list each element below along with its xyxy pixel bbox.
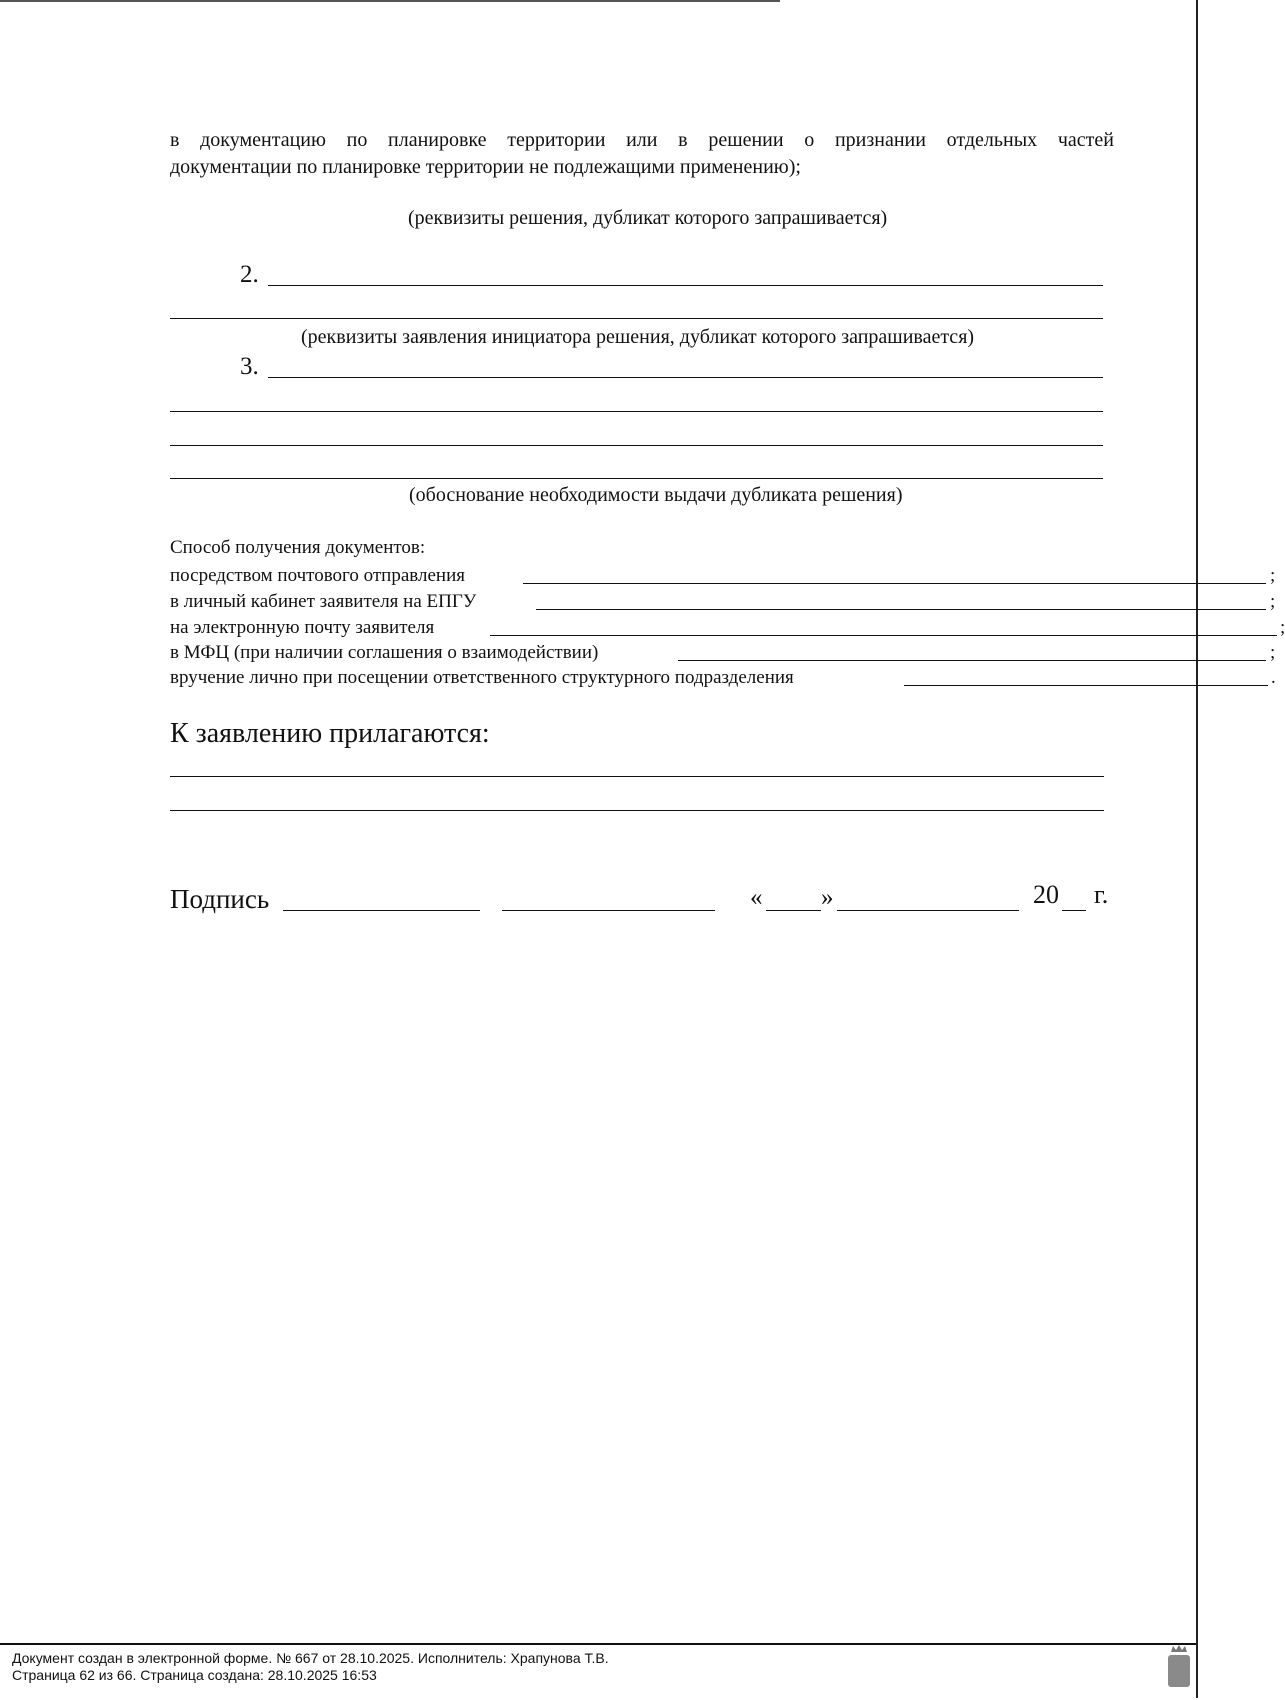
intro-line-1: в документацию по планировке территории или в решении о признании отдельных частей bbox=[170, 129, 1114, 151]
date-quote-open: « bbox=[750, 884, 763, 911]
delivery-option-punct: ; bbox=[1280, 617, 1285, 638]
delivery-option-label: посредством почтового отправления bbox=[170, 565, 465, 586]
item-3-line-4 bbox=[170, 478, 1103, 479]
footer-line-1: Документ создан в электронной форме. № 667 от 28.10.2025. Исполнитель: Храпунова Т.В. bbox=[12, 1650, 609, 1666]
date-month-blank bbox=[837, 910, 1019, 911]
delivery-option-punct: ; bbox=[1270, 591, 1276, 612]
item-2-line bbox=[268, 285, 1103, 286]
delivery-option-blank bbox=[904, 685, 1268, 686]
year-prefix: 20 bbox=[1033, 880, 1059, 909]
delivery-option-blank bbox=[678, 660, 1266, 661]
delivery-option-blank bbox=[490, 635, 1277, 636]
signature-name-blank bbox=[502, 910, 715, 911]
signature-blank bbox=[283, 910, 480, 911]
date-day-blank bbox=[766, 910, 821, 911]
delivery-option-in-person bbox=[170, 665, 1276, 691]
delivery-option-punct: ; bbox=[1270, 642, 1276, 663]
delivery-option-label: вручение лично при посещении ответственного структурного подразделения bbox=[170, 667, 794, 688]
delivery-option-blank bbox=[523, 583, 1266, 584]
item-3-number: 3. bbox=[240, 353, 259, 380]
delivery-option-post bbox=[170, 563, 1276, 589]
intro-line-2: документации по планировке территории не подлежащими применению); bbox=[170, 156, 801, 178]
scan-right-edge bbox=[1196, 0, 1198, 1698]
crest-crown-icon bbox=[1170, 1645, 1188, 1653]
year-blank bbox=[1062, 910, 1086, 911]
electronic-document-footer bbox=[0, 1643, 1196, 1700]
item-2-line-2 bbox=[170, 318, 1103, 319]
attachments-line-2 bbox=[170, 810, 1104, 811]
delivery-option-label: на электронную почту заявителя bbox=[170, 617, 435, 638]
item-2-number: 2. bbox=[240, 261, 259, 288]
scan-top-edge bbox=[0, 0, 780, 2]
justification-caption: (обоснование необходимости выдачи дубликата решения) bbox=[409, 484, 903, 506]
application-details-caption: (реквизиты заявления инициатора решения, дубликат которого запрашивается) bbox=[301, 326, 975, 348]
footer-line-2: Страница 62 из 66. Страница создана: 28.10.2025 16:53 bbox=[12, 1667, 377, 1683]
year-suffix: г. bbox=[1094, 880, 1109, 909]
delivery-option-blank bbox=[536, 609, 1266, 610]
date-quote-close: » bbox=[821, 884, 834, 911]
item-3-line-2 bbox=[170, 411, 1103, 412]
coat-of-arms-icon bbox=[1168, 1655, 1190, 1687]
intro-paragraph bbox=[170, 127, 1114, 181]
attachments-heading: К заявлению прилагаются: bbox=[170, 718, 490, 749]
delivery-option-epgu bbox=[170, 589, 1276, 615]
delivery-option-punct: ; bbox=[1270, 565, 1276, 586]
delivery-option-mfc bbox=[170, 640, 1276, 666]
delivery-option-punct: . bbox=[1271, 667, 1276, 688]
item-3-line bbox=[268, 377, 1103, 378]
decision-details-caption: (реквизиты решения, дубликат которого запрашивается) bbox=[408, 207, 888, 229]
footer-text bbox=[12, 1650, 609, 1684]
delivery-option-label: в МФЦ (при наличии соглашения о взаимодействии) bbox=[170, 642, 599, 663]
delivery-option-label: в личный кабинет заявителя на ЕПГУ bbox=[170, 591, 477, 612]
delivery-title: Способ получения документов: bbox=[170, 537, 426, 558]
attachments-line-1 bbox=[170, 776, 1104, 777]
signature-label: Подпись bbox=[170, 884, 270, 914]
delivery-option-email bbox=[170, 615, 1285, 641]
item-3-line-3 bbox=[170, 445, 1103, 446]
